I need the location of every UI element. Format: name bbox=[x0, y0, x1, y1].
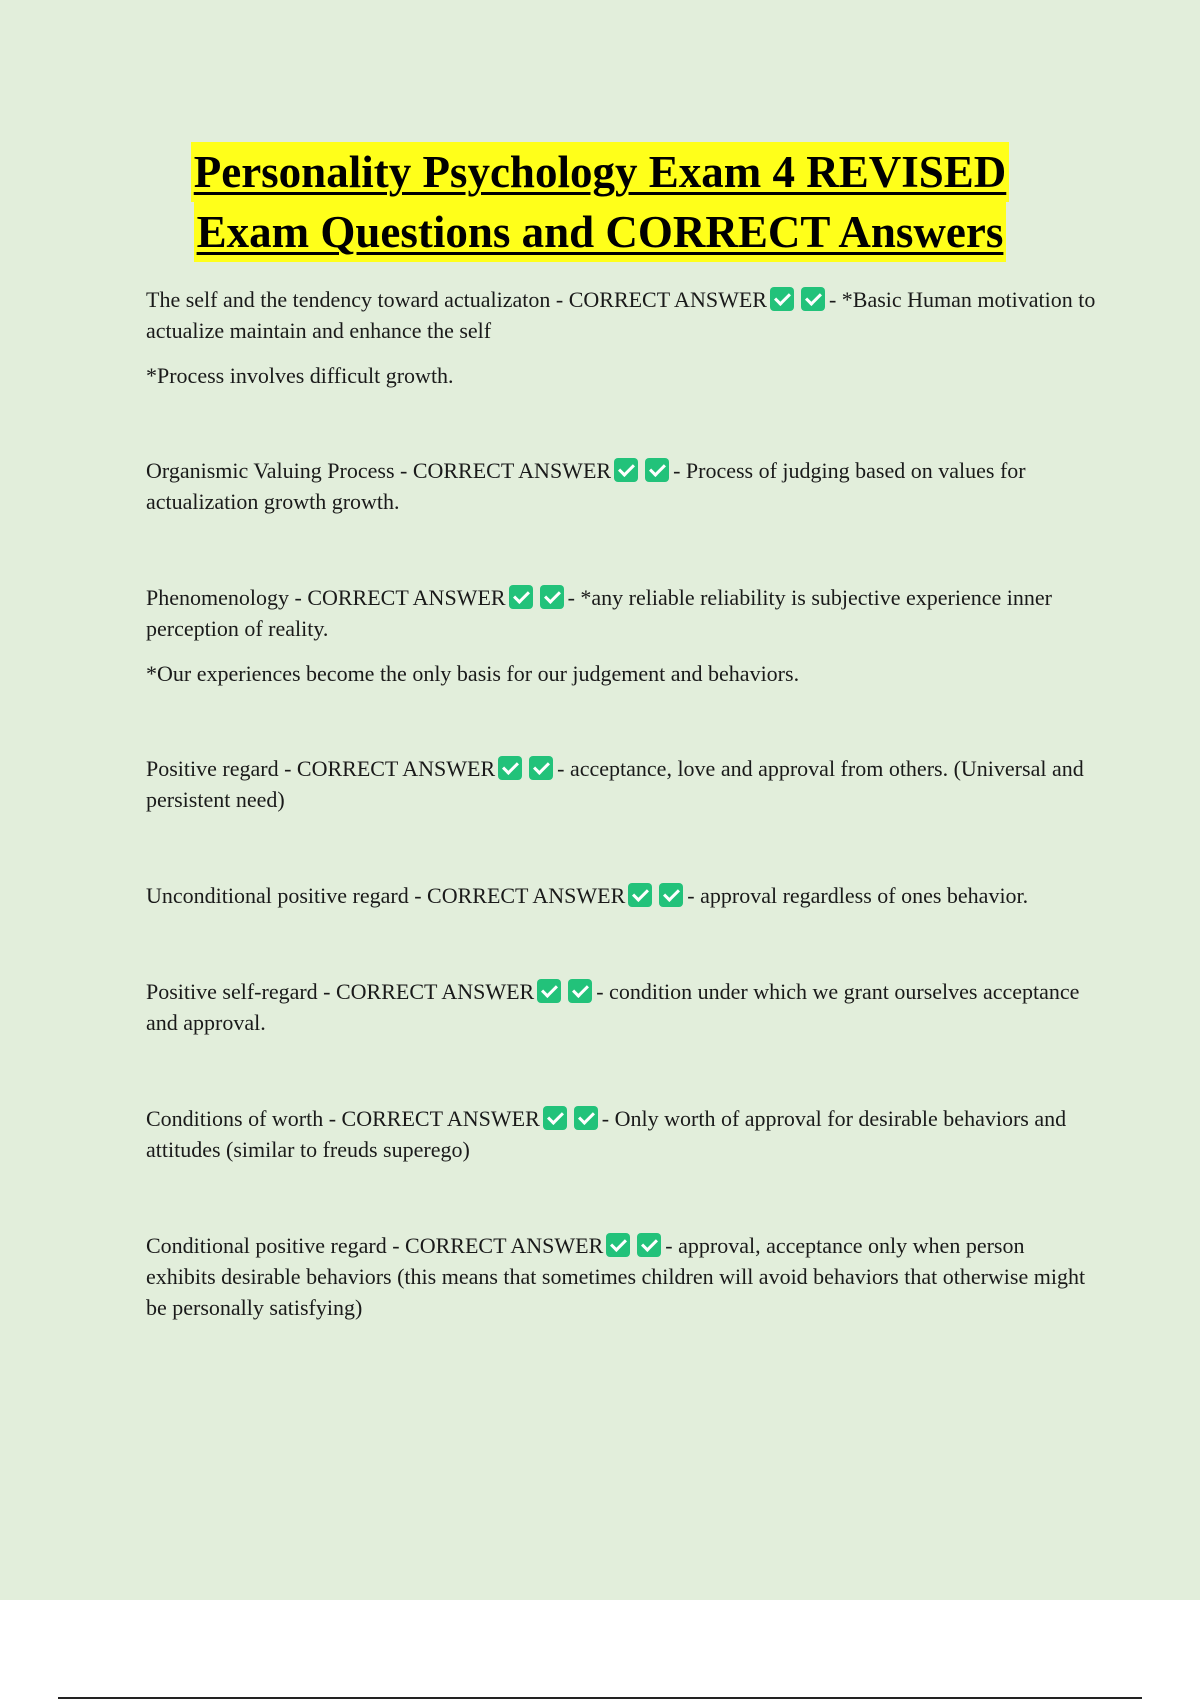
qa-entry bbox=[146, 1103, 1096, 1165]
qa-text bbox=[146, 582, 1096, 644]
check-box-icon bbox=[568, 979, 592, 1003]
qa-term: Phenomenology - CORRECT ANSWER bbox=[146, 585, 506, 610]
qa-extra: *Process involves difficult growth. bbox=[146, 363, 454, 388]
check-box-icon bbox=[543, 1106, 567, 1130]
check-box-icon bbox=[540, 585, 564, 609]
check-box-icon bbox=[801, 287, 825, 311]
qa-entry bbox=[146, 753, 1096, 815]
check-box-icon bbox=[498, 756, 522, 780]
qa-entry bbox=[146, 976, 1096, 1038]
title-line-2: Exam Questions and CORRECT Answers bbox=[194, 202, 1007, 262]
qa-text bbox=[146, 455, 1096, 517]
qa-entry bbox=[146, 1230, 1096, 1323]
check-box-icon bbox=[645, 458, 669, 482]
qa-text bbox=[146, 976, 1096, 1038]
qa-term: The self and the tendency toward actualizaton - CORRECT ANSWER bbox=[146, 287, 767, 312]
check-box-icon bbox=[770, 287, 794, 311]
qa-text bbox=[146, 753, 1096, 815]
check-box-icon bbox=[509, 585, 533, 609]
qa-answer: - *Basic Human motivation to actualize maintain and enhance the self bbox=[146, 287, 1096, 343]
qa-answer: - approval regardless of ones behavior. bbox=[687, 883, 1029, 908]
check-box-icon bbox=[537, 979, 561, 1003]
check-box-icon bbox=[637, 1233, 661, 1257]
check-box-icon bbox=[574, 1106, 598, 1130]
qa-extra: *Our experiences become the only basis for our judgement and behaviors. bbox=[146, 661, 800, 686]
check-box-icon bbox=[529, 756, 553, 780]
qa-entry bbox=[146, 582, 1096, 689]
qa-entry bbox=[146, 284, 1096, 391]
check-box-icon bbox=[614, 458, 638, 482]
title-line-1: Personality Psychology Exam 4 REVISED bbox=[191, 142, 1010, 202]
qa-term: Unconditional positive regard - CORRECT ANSWER bbox=[146, 883, 626, 908]
qa-term: Positive regard - CORRECT ANSWER bbox=[146, 756, 496, 781]
qa-term: Conditional positive regard - CORRECT ANSWER bbox=[146, 1233, 604, 1258]
qa-entry bbox=[146, 455, 1096, 517]
qa-term: Positive self-regard - CORRECT ANSWER bbox=[146, 979, 535, 1004]
document-title bbox=[0, 142, 1200, 262]
qa-answer: - approval, acceptance only when person exhibits desirable behaviors (this means that sometimes children will avoid behaviors that otherwise might be personally satisfying) bbox=[146, 1233, 1086, 1320]
footer-divider bbox=[58, 1697, 1142, 1699]
qa-text bbox=[146, 1230, 1096, 1323]
qa-term: Organismic Valuing Process - CORRECT ANSWER bbox=[146, 458, 612, 483]
qa-text bbox=[146, 880, 1096, 911]
qa-answer: - Process of judging based on values for actualization growth growth. bbox=[146, 458, 1026, 514]
qa-text bbox=[146, 1103, 1096, 1165]
qa-answer: - *any reliable reliability is subjective experience inner perception of reality. bbox=[146, 585, 1052, 641]
qa-term: Conditions of worth - CORRECT ANSWER bbox=[146, 1106, 540, 1131]
check-box-icon bbox=[628, 883, 652, 907]
qa-text bbox=[146, 284, 1096, 346]
qa-answer: - acceptance, love and approval from others. (Universal and persistent need) bbox=[146, 756, 1084, 812]
qa-answer: - Only worth of approval for desirable behaviors and attitudes (similar to freuds superego) bbox=[146, 1106, 1067, 1162]
qa-answer: - condition under which we grant ourselves acceptance and approval. bbox=[146, 979, 1080, 1035]
qa-list bbox=[146, 284, 1096, 1323]
check-box-icon bbox=[659, 883, 683, 907]
check-box-icon bbox=[606, 1233, 630, 1257]
qa-entry bbox=[146, 880, 1096, 911]
